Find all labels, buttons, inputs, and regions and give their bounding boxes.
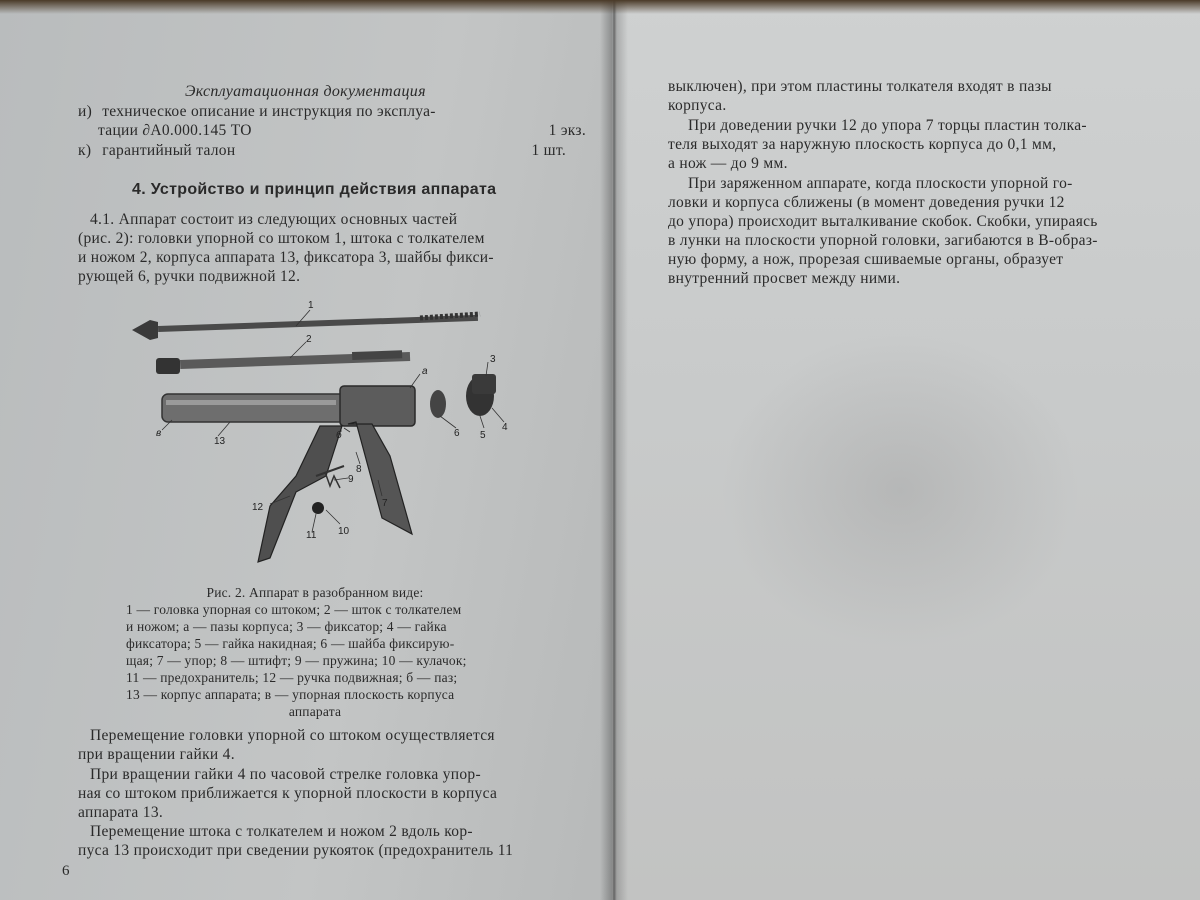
apparatus-figure [120, 296, 520, 578]
part-handles [258, 422, 412, 562]
caption-line: 13 — корпус аппарата; в — упорная плоскость корпуса [126, 687, 455, 702]
caption-line: и ножом; а — пазы корпуса; 3 — фиксатор; 4 — гайка [126, 619, 447, 634]
caption-line: фиксатора; 5 — гайка накидная; 6 — шайба фиксирую- [126, 636, 455, 651]
body-line: при вращении гайки 4. [78, 746, 235, 763]
part-pusher-rod [156, 350, 410, 374]
section-title: 4. Устройство и принцип действия аппарата [132, 181, 497, 198]
figure-caption [126, 584, 504, 720]
intro-line: 4.1. Аппарат состоит из следующих основных частей [90, 211, 458, 228]
figure-label: 10 [338, 526, 350, 537]
item-text: гарантийный талон [102, 142, 236, 159]
right-line: а нож — до 9 мм. [668, 155, 788, 172]
figure-label: 13 [214, 436, 226, 447]
figure-label: 9 [348, 474, 354, 485]
item-count: 1 шт. [531, 142, 566, 159]
body-line: Перемещение штока с толкателем и ножом 2 вдоль кор- [90, 823, 473, 840]
part-nuts [430, 374, 496, 418]
part-body [162, 386, 415, 426]
figure-label: 4 [502, 422, 508, 433]
right-line: внутренний просвет между ними. [668, 270, 901, 287]
item-letter: и) [78, 103, 93, 120]
list-item [78, 102, 588, 121]
figure-label: 6 [454, 428, 460, 439]
figure-label: 1 [308, 300, 314, 311]
figure-label: 12 [252, 502, 264, 513]
body-line: При вращении гайки 4 по часовой стрелке головка упор- [90, 766, 481, 783]
figure-label: 7 [382, 498, 388, 509]
right-line: теля выходят за наружную плоскость корпуса до 0,1 мм, [668, 136, 1057, 153]
figure-label: б [336, 430, 342, 441]
intro-line: (рис. 2): головки упорной со штоком 1, штока с толкателем [78, 230, 485, 247]
figure-label: 5 [480, 430, 486, 441]
intro-line: и ножом 2, корпуса аппарата 13, фиксатора 3, шайбы фикси- [78, 249, 494, 266]
figure-label: 11 [306, 530, 317, 541]
right-line: При доведении ручки 12 до упора 7 торцы пластин толка- [688, 117, 1087, 134]
right-line: ловки и корпуса сближены (в момент доведения ручки 12 [668, 194, 1065, 211]
table-edge [0, 0, 1200, 14]
right-line: до упора) происходит выталкивание скобок. Скобки, упираясь [668, 213, 1098, 230]
figure-label: 2 [306, 334, 312, 345]
caption-title: Рис. 2. Аппарат в разобранном виде: [206, 585, 424, 600]
right-line: в лунки на плоскости упорной головки, загибаются в В-образ- [668, 232, 1098, 249]
right-line: При заряженном аппарате, когда плоскости упорной го- [688, 175, 1073, 192]
caption-line: аппарата [288, 704, 342, 719]
caption-line: щая; 7 — упор; 8 — штифт; 9 — пружина; 10 — кулачок; [126, 653, 467, 668]
body-line: пуса 13 происходит при сведении рукояток (предохранитель 11 [78, 842, 514, 859]
page-shadow [720, 330, 1080, 650]
figure-label: 3 [490, 354, 496, 365]
item-count: 1 экз. [548, 122, 586, 139]
body-line: аппарата 13. [78, 804, 164, 821]
right-line: выключен), при этом пластины толкателя входят в пазы [668, 78, 1052, 95]
item-letter: к) [78, 142, 92, 159]
figure-label: в [156, 428, 162, 439]
body-line: ная со штоком приближается к упорной плоскости в корпуса [78, 785, 498, 802]
page-number: 6 [62, 863, 70, 879]
page-header: Эксплуатационная документация [185, 83, 426, 100]
book-gutter [600, 0, 628, 900]
figure-label: 8 [356, 464, 362, 475]
caption-line: 1 — головка упорная со штоком; 2 — шток с толкателем [126, 602, 462, 617]
right-line: корпуса. [668, 97, 727, 114]
caption-line: 11 — предохранитель; 12 — ручка подвижная; б — паз; [126, 670, 458, 685]
item-text: тации ∂А0.000.145 ТО [98, 122, 252, 139]
body-line: Перемещение головки упорной со штоком осуществляется [90, 727, 495, 744]
item-text: техническое описание и инструкция по эксплуа- [102, 103, 436, 120]
list-item [78, 141, 588, 160]
figure-label: а [422, 366, 428, 377]
right-line: ную форму, а нож, прорезая сшиваемые органы, образует [668, 251, 1064, 268]
list-item-continuation [98, 121, 588, 140]
intro-line: рующей 6, ручки подвижной 12. [78, 268, 301, 285]
